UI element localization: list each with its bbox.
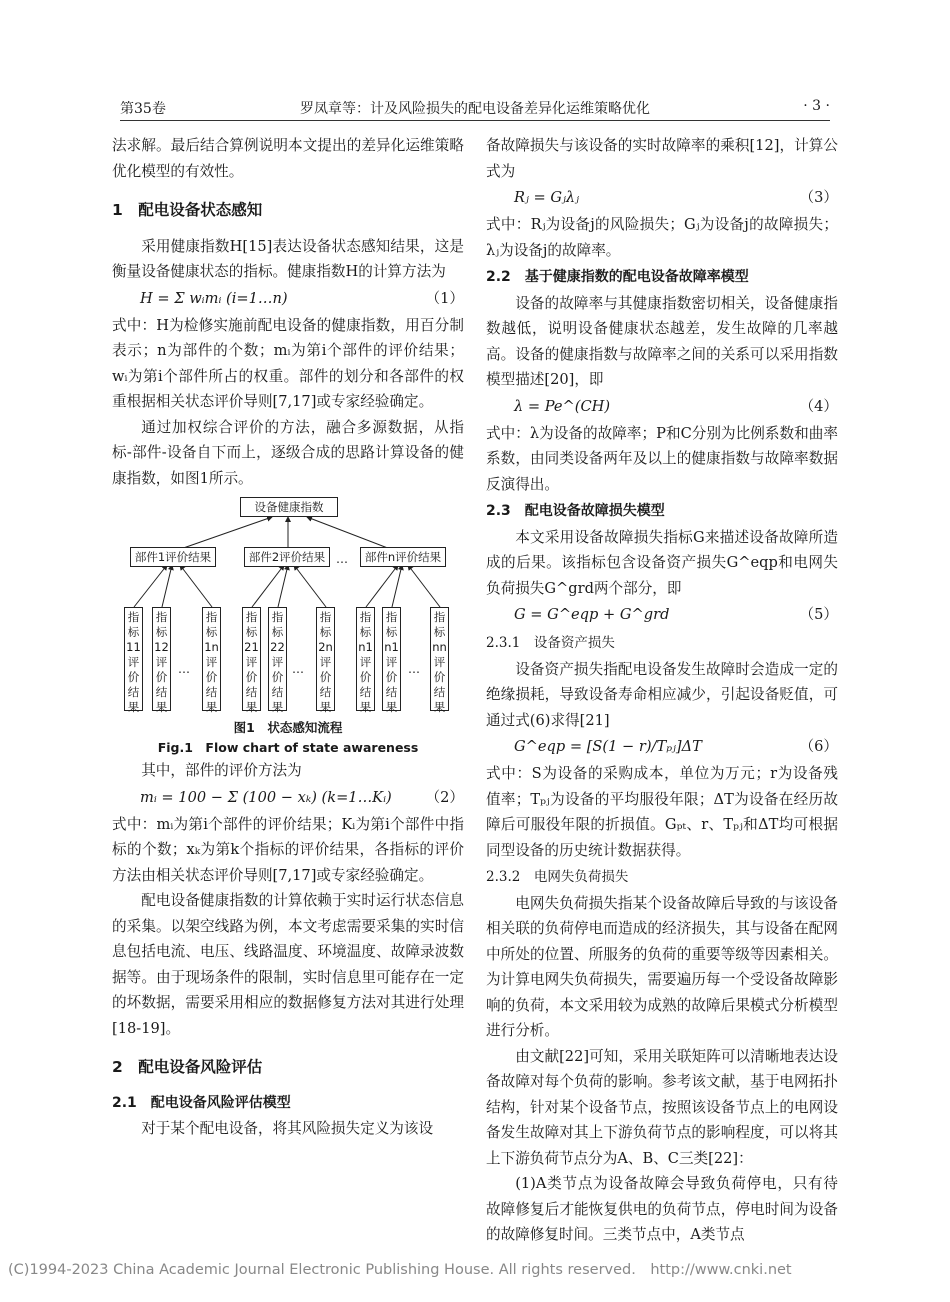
paragraph: 设备资产损失指配电设备发生故障时会造成一定的绝缘损耗，导致设备寿命相应减少，引起设备贬值，可通过式(6)求得[21] [486, 660, 838, 729]
subsection-heading: 2.3 配电设备故障损失模型 [486, 503, 665, 519]
equation-1 [112, 285, 464, 313]
equation-number: （5） [799, 606, 838, 624]
copyright-footer: (C)1994-2023 China Academic Journal Electronic Publishing House. All rights reserved. http://www.cnki.net [8, 1262, 792, 1278]
paragraph: 备故障损失与该设备的实时故障率的乘积[12]，计算公式为 [486, 137, 838, 180]
paragraph: 式中：H为检修实施前配电设备的健康指数，用百分制表示；n为部件的个数；mᵢ为第i个部件的评价结果；wᵢ为第i个部件所占的权重。部件的划分和各部件的权重根据相关状态评价导则[7,17]或专家经验确定。 [112, 316, 464, 410]
paragraph: 式中：λ为设备的故障率；P和C分别为比例系数和曲率系数，由同类设备两年及以上的健康指数与故障率数据反演得出。 [486, 424, 838, 493]
equation-6 [486, 733, 838, 761]
equation-number: （6） [799, 738, 838, 756]
paragraph: 由文献[22]可知，采用关联矩阵可以清晰地表达设备故障对每个负荷的影响。参考该文献，基于电网拓扑结构，针对某个设备节点，按照该设备节点上的电网设备发生故障对其上下游负荷节点的影响程度，可以将其上下游负荷节点分为A、B、C三类[22]： [486, 1047, 838, 1167]
section-heading: 1 配电设备状态感知 [112, 201, 263, 219]
running-header [120, 98, 830, 121]
subsection-heading: 2.1 配电设备风险评估模型 [112, 1094, 291, 1111]
page-number: · 3 · [803, 98, 830, 114]
left-column [112, 133, 464, 1142]
equation-body: G^eqp = [S(1 − r)/Tₚⱼ]ΔT [514, 738, 702, 756]
equation-number: （1） [425, 289, 464, 307]
indicator-box: 指标2n评价结果 [316, 607, 335, 711]
section-heading: 2 配电设备风险评估 [112, 1058, 263, 1076]
ellipsis: … [336, 552, 348, 566]
paragraph: 配电设备健康指数的计算依赖于实时运行状态信息的采集。以架空线路为例，本文考虑需要采集的实时信息包括电流、电压、线路温度、环境温度、故障录波数据等。由于现场条件的限制，实时信息里可能存在一定的坏数据，需要采用相应的数据修复方法对其进行处理[18-19]。 [112, 892, 464, 1037]
paragraph: 设备的故障率与其健康指数密切相关，设备健康指数越低，说明设备健康状态越差，发生故障的几率越高。设备的健康指数与故障率之间的关系可以采用指数模型描述[20]，即 [486, 294, 838, 388]
equation-body: H = Σ wᵢmᵢ (i=1…n) [140, 289, 288, 307]
header-title: 罗凤章等：计及风险损失的配电设备差异化运维策略优化 [300, 101, 650, 117]
equation-body: Rⱼ = Gⱼλⱼ [514, 189, 579, 207]
figure-caption-en: Fig.1 Flow chart of state awareness [157, 740, 419, 755]
equation-number: （2） [425, 788, 464, 806]
health-index-box: 设备健康指数 [240, 497, 338, 517]
volume-label: 第35卷 [120, 101, 166, 117]
indicator-box: 指标21评价结果 [242, 607, 261, 711]
indicator-box: 指标12评价结果 [152, 607, 171, 711]
paragraph: (1)A类节点为设备故障会导致负荷停电，只有待故障修复后才能恢复供电的负荷节点，停电时间为设备的故障修复时间。三类节点中，A类节点 [486, 1175, 838, 1243]
paragraph: 式中：Rⱼ为设备j的风险损失；Gⱼ为设备j的故障损失；λⱼ为设备j的故障率。 [486, 216, 838, 259]
equation-body: G = G^eqp + G^grd [514, 606, 670, 624]
subsubsection-heading: 2.3.2 电网失负荷损失 [486, 869, 629, 885]
ellipsis: … [178, 662, 190, 676]
equation-2 [112, 784, 464, 812]
equation-number: （3） [799, 189, 838, 207]
equation-body: λ = Pe^(CH) [514, 397, 611, 415]
subsubsection-heading: 2.3.1 设备资产损失 [486, 635, 615, 651]
paragraph: 式中：S为设备的采购成本，单位为万元；r为设备残值率；Tₚⱼ为设备的平均服役年限；ΔT为设备在经历故障后可服役年限的折损值。Gₚₜ、r、Tₚⱼ和ΔT均可根据同型设备的历史统计数据获得。 [486, 765, 838, 859]
paragraph: 法求解。最后结合算例说明本文提出的差异化运维策略优化模型的有效性。 [112, 137, 464, 180]
indicator-box: 指标n1评价结果 [356, 607, 375, 711]
indicator-box: 指标nn评价结果 [430, 607, 449, 711]
equation-body: mᵢ = 100 − Σ (100 − xₖ) (k=1…Kᵢ) [140, 788, 392, 806]
equation-3 [486, 184, 838, 212]
equation-number: （4） [799, 397, 838, 415]
part-2-box: 部件2评价结果 [244, 547, 330, 567]
equation-5 [486, 601, 838, 629]
paragraph: 电网失负荷损失指某个设备故障后导致的与该设备相关联的负荷停电而造成的经济损失，其与设备在配网中所处的位置、所服务的负荷的重要等级等因素相关。为计算电网失负荷损失，需要遍历每一个受设备故障影响的负荷，本文采用较为成熟的故障后果模式分析模型进行分析。 [486, 894, 838, 1039]
paragraph: 对于某个配电设备，将其风险损失定义为该设 [141, 1120, 434, 1137]
paragraph: 式中：mᵢ为第i个部件的评价结果；Kᵢ为第i个部件中指标的个数；xₖ为第k个指标的评价结果，各指标的评价方法由相关状态评价导则[7,17]或专家经验确定。 [112, 815, 464, 884]
ellipsis: … [292, 662, 304, 676]
part-1-box: 部件1评价结果 [130, 547, 216, 567]
figure-1-flowchart [112, 497, 464, 712]
indicator-box: 指标22评价结果 [268, 607, 287, 711]
paragraph: 采用健康指数H[15]表达设备状态感知结果，这是衡量设备健康状态的指标。健康指数H的计算方法为 [112, 237, 464, 280]
paragraph: 其中，部件的评价方法为 [141, 762, 302, 779]
paragraph: 通过加权综合评价的方法，融合多源数据，从指标-部件-设备自下而上，逐级合成的思路计算设备的健康指数，如图1所示。 [112, 418, 464, 487]
figure-caption-cn: 图1 状态感知流程 [233, 720, 343, 735]
indicator-box: 指标n1评价结果 [382, 607, 401, 711]
paragraph: 本文采用设备故障损失指标G来描述设备故障所造成的后果。该指标包含设备资产损失G^eqp和电网失负荷损失G^grd两个部分，即 [486, 528, 838, 597]
right-column [486, 133, 838, 1248]
indicator-box: 指标11评价结果 [124, 607, 143, 711]
equation-4 [486, 393, 838, 421]
subsection-heading: 2.2 基于健康指数的配电设备故障率模型 [486, 269, 749, 285]
part-n-box: 部件n评价结果 [360, 547, 446, 567]
ellipsis: … [408, 662, 420, 676]
indicator-box: 指标1n评价结果 [202, 607, 221, 711]
